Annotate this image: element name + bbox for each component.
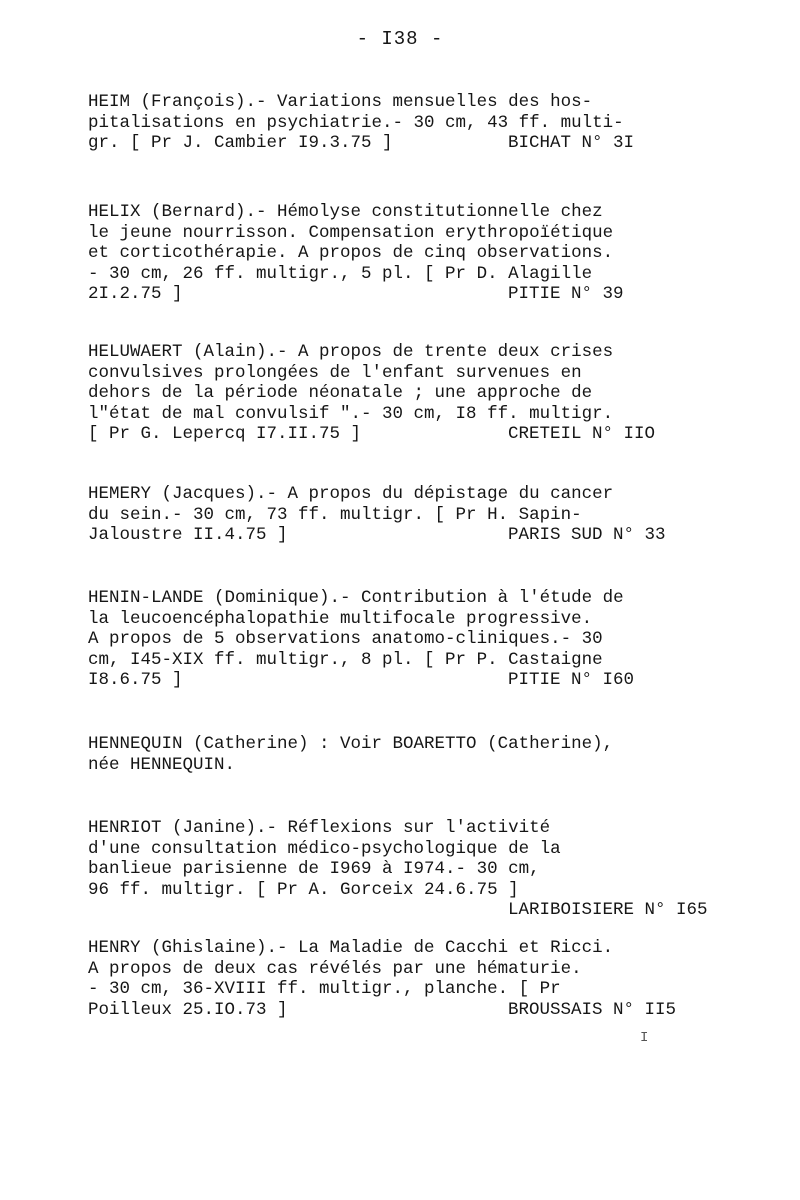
location-reference: PITIE N° I60	[508, 670, 635, 690]
location-reference: BROUSSAIS N° II5	[508, 999, 677, 1020]
entry-line: la leucoencéphalopathie multifocale progressive.	[88, 608, 593, 629]
location-reference: PITIE N° 39	[508, 284, 624, 304]
entry-line: HENRIOT (Janine).- Réflexions sur l'activité	[88, 818, 551, 838]
entry-line: A propos de 5 observations anatomo-cliniques.- 30	[88, 629, 603, 649]
bibliography-entry	[88, 202, 728, 305]
bibliography-entry	[88, 818, 728, 921]
entry-line: HENNEQUIN (Catherine) : Voir BOARETTO (Catherine),	[88, 734, 614, 754]
entry-line: - 30 cm, 36-XVIII ff. multigr., planche. [ Pr	[88, 979, 561, 999]
entry-line: gr. [ Pr J. Cambier I9.3.75 ] BICHAT N° 3I	[88, 133, 635, 153]
entry-line: du sein.- 30 cm, 73 ff. multigr. [ Pr H. Sapin-	[88, 504, 582, 525]
bibliography-entry	[88, 938, 728, 1020]
entry-line: banlieue parisienne de I969 à I974.- 30 cm,	[88, 859, 540, 879]
entry-line: Jaloustre II.4.75 ] PARIS SUD N° 33	[88, 525, 666, 545]
page-number: - I38 -	[356, 28, 444, 50]
footer-mark: I	[640, 1030, 649, 1046]
entry-line: cm, I45-XIX ff. multigr., 8 pl. [ Pr P. Castaigne	[88, 649, 603, 670]
entry-line: HELUWAERT (Alain).- A propos de trente deux crises	[88, 342, 614, 362]
entry-line: HENIN-LANDE (Dominique).- Contribution à l'étude de	[88, 588, 624, 608]
entry-line: HEIM (François).- Variations mensuelles des hos-	[88, 92, 593, 112]
entry-line: HEMERY (Jacques).- A propos du dépistage du cancer	[88, 484, 614, 504]
entry-line: 2I.2.75 ] PITIE N° 39	[88, 284, 624, 304]
entry-line: et corticothérapie. A propos de cinq observations.	[88, 243, 614, 263]
bibliography-entry	[88, 92, 728, 154]
entry-line: HELIX (Bernard).- Hémolyse constitutionnelle chez	[88, 202, 603, 222]
bibliography-entry	[88, 588, 728, 691]
location-reference: CRETEIL N° IIO	[508, 424, 656, 444]
entry-line: pitalisations en psychiatrie.- 30 cm, 43 ff. multi-	[88, 112, 624, 133]
entry-line: d'une consultation médico-psychologique de la	[88, 838, 561, 859]
entry-line	[88, 900, 728, 921]
entry-line: A propos de deux cas révélés par une hématurie.	[88, 958, 582, 979]
bibliography-entry	[88, 342, 728, 445]
location-reference: LARIBOISIERE N° I65	[508, 900, 708, 920]
location-reference: PARIS SUD N° 33	[508, 525, 666, 545]
entry-line: 96 ff. multigr. [ Pr A. Gorceix 24.6.75 ]	[88, 879, 519, 900]
entry-line: HENRY (Ghislaine).- La Maladie de Cacchi et Ricci.	[88, 938, 614, 958]
entry-line: Poilleux 25.IO.73 ] BROUSSAIS N° II5	[88, 999, 677, 1020]
entry-line: le jeune nourrisson. Compensation erythropoïétique	[88, 222, 614, 243]
bibliography-entry	[88, 734, 728, 775]
location-reference: BICHAT N° 3I	[508, 133, 635, 153]
bibliography-entry	[88, 484, 728, 546]
entry-line: convulsives prolongées de l'enfant survenues en	[88, 362, 582, 383]
entry-line: née HENNEQUIN.	[88, 754, 236, 775]
entry-line: l"état de mal convulsif ".- 30 cm, I8 ff. multigr.	[88, 403, 614, 424]
entry-line: dehors de la période néonatale ; une approche de	[88, 383, 593, 403]
entry-line: [ Pr G. Lepercq I7.II.75 ] CRETEIL N° IIO	[88, 424, 656, 444]
entry-line: I8.6.75 ] PITIE N° I60	[88, 670, 635, 690]
entry-line: - 30 cm, 26 ff. multigr., 5 pl. [ Pr D. Alagille	[88, 263, 593, 284]
